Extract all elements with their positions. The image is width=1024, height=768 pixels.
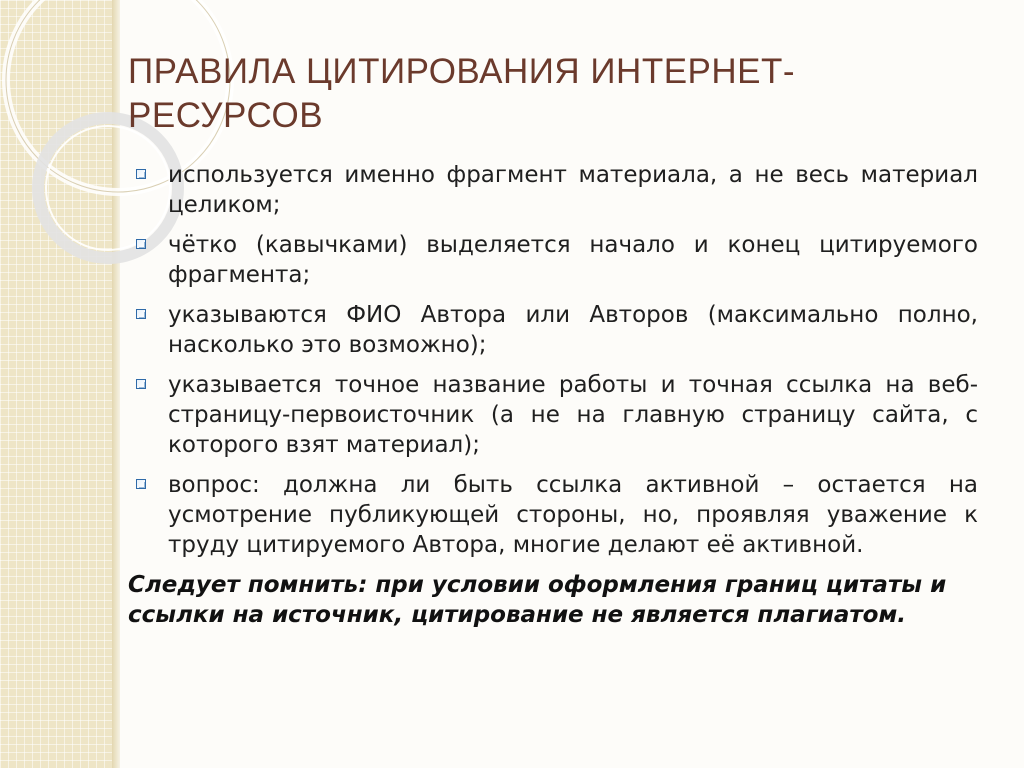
slide-title: ПРАВИЛА ЦИТИРОВАНИЯ ИНТЕРНЕТ-РЕСУРСОВ — [128, 52, 796, 135]
bullet-list — [132, 160, 978, 560]
hollow-square-bullet-icon — [136, 309, 146, 319]
list-item — [132, 230, 978, 290]
list-item — [132, 160, 978, 220]
decorative-side-band — [0, 0, 112, 768]
hollow-square-bullet-icon — [136, 379, 146, 389]
hollow-square-bullet-icon — [136, 169, 146, 179]
slide-content — [128, 160, 978, 630]
list-item-text: вопрос: должна ли быть ссылка активной – остается на усмотрение публикующей стороны, но, проявляя уважение к труду цитируемого Автора, многие делают её активной. — [168, 472, 978, 558]
list-item — [132, 300, 978, 360]
list-item-text: используется именно фрагмент материала, а не весь материал целиком; — [168, 162, 978, 218]
list-item — [132, 370, 978, 460]
hollow-square-bullet-icon — [136, 239, 146, 249]
list-item-text: чётко (кавычками) выделяется начало и конец цитируемого фрагмента; — [168, 232, 978, 288]
list-item-text: указывается точное название работы и точная ссылка на веб-страницу-первоисточник (а не на главную страницу сайта, с которого взят материал); — [168, 372, 978, 458]
list-item-text: указываются ФИО Автора или Авторов (максимально полно, насколько это возможно); — [168, 302, 978, 358]
side-band-shadow — [112, 0, 120, 768]
hollow-square-bullet-icon — [136, 479, 146, 489]
list-item — [132, 470, 978, 560]
conclusion-note: Следует помнить: при условии оформления границ цитаты и ссылки на источник, цитирование не является плагиатом. — [128, 572, 947, 628]
